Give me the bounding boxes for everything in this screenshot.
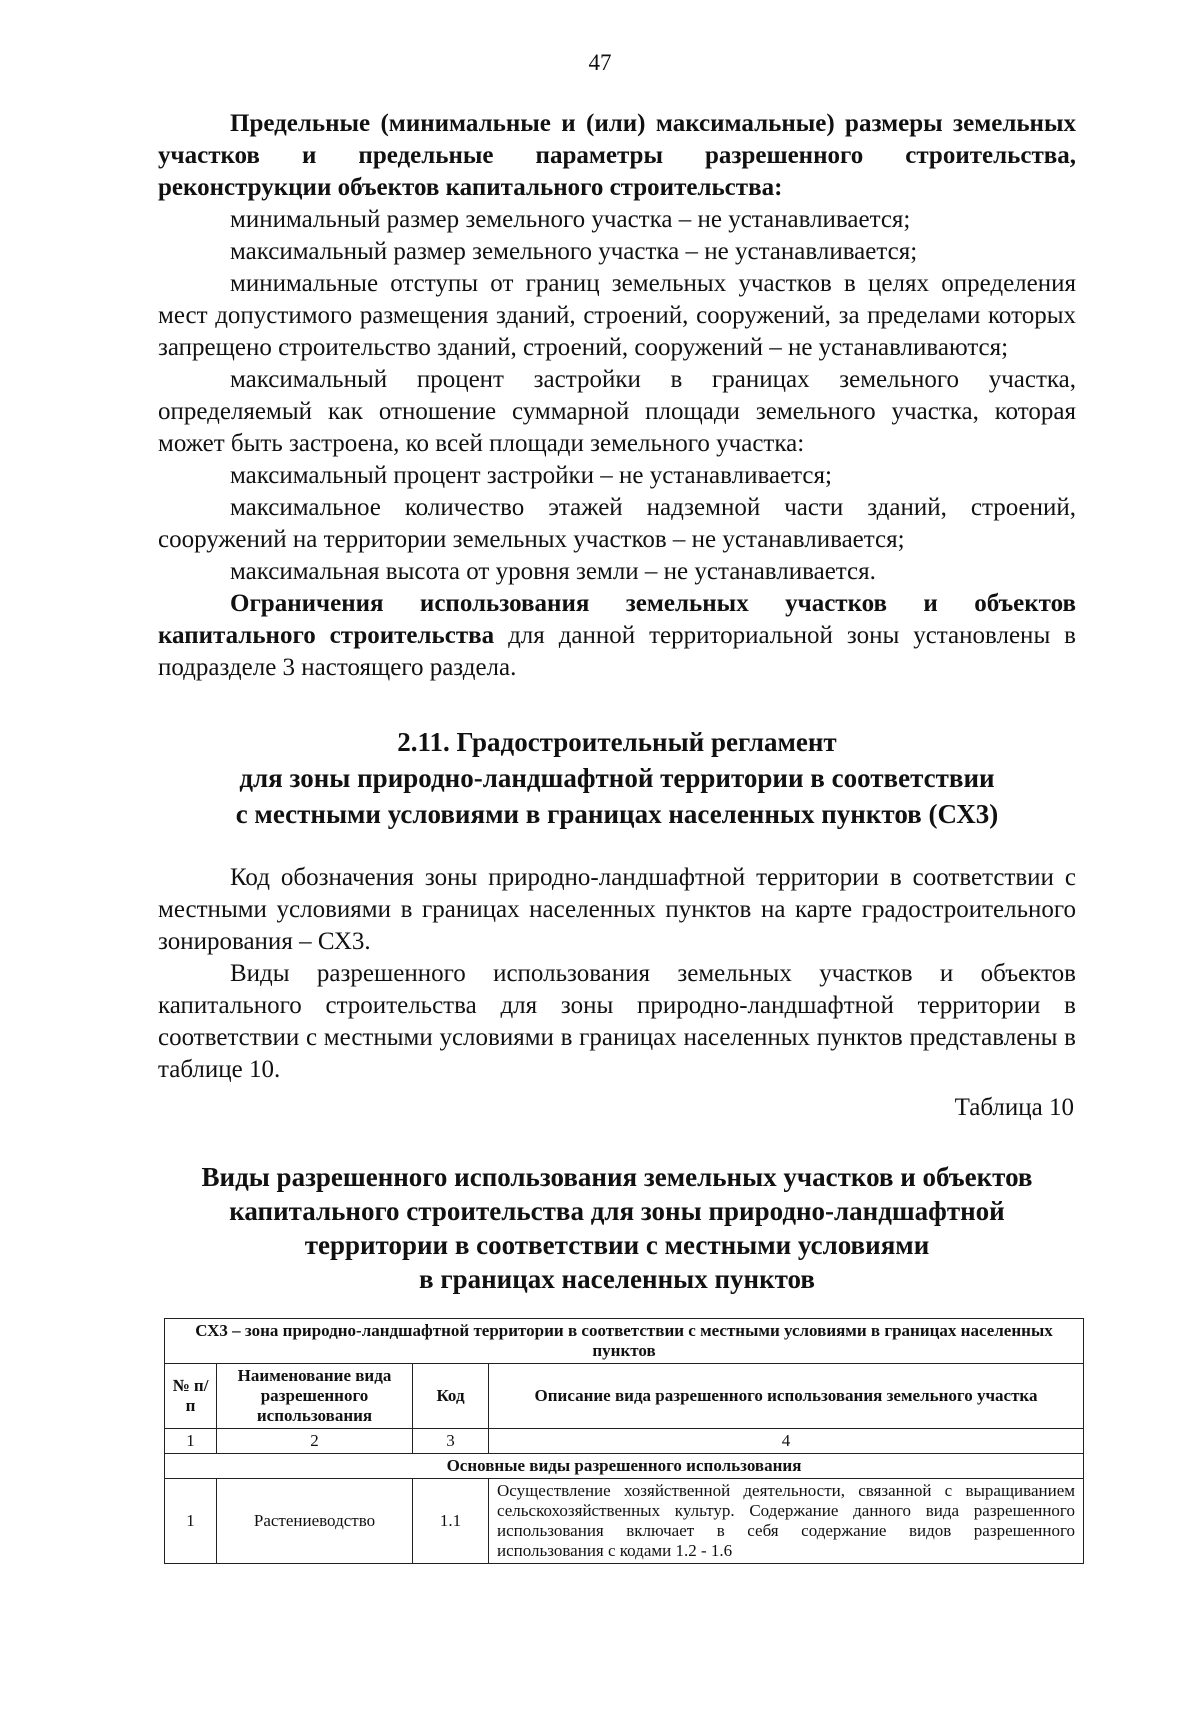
table-title-line: в границах населенных пунктов	[419, 1264, 815, 1294]
document-body	[158, 108, 1076, 1296]
column-number-cell: 2	[217, 1429, 413, 1454]
table-row	[165, 1479, 1084, 1564]
limits-item: максимальный размер земельного участка – не устанавливается;	[230, 238, 918, 265]
header-cell-num: № п/п	[165, 1364, 217, 1429]
permitted-uses-paragraph: Виды разрешенного использования земельных участков и объектов капитального строительства для зоны природно-ландшафтной территории в соответствии с местными условиями в границах населенных пунктов представлены в таблице 10.	[158, 960, 1076, 1083]
limits-item: максимальный процент застройки в границах земельного участка, определяемый как отношение суммарной площади земельного участка, которая может быть застроена, ко всей площади земельного участка:	[158, 366, 1076, 457]
limits-item: максимальный процент застройки – не устанавливается;	[230, 462, 832, 489]
table-title	[158, 1160, 1076, 1296]
column-number-cell: 4	[489, 1429, 1084, 1454]
zone-header-cell: СХ3 – зона природно-ландшафтной территории в соответствии с местными условиями в границах населенных пунктов	[165, 1319, 1084, 1364]
zone-code-paragraph: Код обозначения зоны природно-ландшафтной территории в соответствии с местными условиями в границах населенных пунктов на карте градостроительного зонирования – СХ3.	[158, 864, 1076, 955]
column-number-cell: 1	[165, 1429, 217, 1454]
section-title	[158, 724, 1076, 832]
limits-item: максимальная высота от уровня земли – не устанавливается.	[230, 558, 876, 585]
section-title-line: для зоны природно-ландшафтной территории в соответствии	[239, 763, 995, 793]
table-group-row	[165, 1454, 1084, 1479]
table-zone-header-row	[165, 1319, 1084, 1364]
table-header-row	[165, 1364, 1084, 1429]
restrictions-text: для данной территориальной зоны установлены в подразделе 3 настоящего раздела.	[158, 622, 1076, 681]
row-name-cell: Растениеводство	[217, 1479, 413, 1564]
row-num-cell: 1	[165, 1479, 217, 1564]
limits-item: минимальный размер земельного участка – не устанавливается;	[230, 206, 911, 233]
table-title-line: капитального строительства для зоны природно-ландшафтной	[229, 1196, 1005, 1226]
table-caption: Таблица 10	[954, 1094, 1074, 1121]
limits-heading: Предельные (минимальные и (или) максимальные) размеры земельных участков и предельные параметры разрешенного строительства, реконструкции объектов капитального строительства:	[158, 110, 1076, 201]
table-column-number-row	[165, 1429, 1084, 1454]
header-cell-description: Описание вида разрешенного использования земельного участка	[489, 1364, 1084, 1429]
header-cell-name: Наименование вида разрешенного использования	[217, 1364, 413, 1429]
restrictions-paragraph	[158, 588, 1076, 684]
limits-item: минимальные отступы от границ земельных участков в целях определения мест допустимого размещения зданий, строений, сооружений, за пределами которых запрещено строительство зданий, строений, сооружений – не устанавливаются;	[158, 270, 1076, 361]
table-title-line: Виды разрешенного использования земельных участков и объектов	[201, 1162, 1033, 1192]
group-header-cell: Основные виды разрешенного использования	[165, 1454, 1084, 1479]
permitted-uses-table	[164, 1318, 1084, 1564]
row-code-cell: 1.1	[413, 1479, 489, 1564]
table-title-line: территории в соответствии с местными условиями	[304, 1230, 930, 1260]
page-number: 47	[588, 50, 612, 75]
limits-item: максимальное количество этажей надземной части зданий, строений, сооружений на территории земельных участков – не устанавливается;	[158, 494, 1076, 553]
section-title-line: 2.11. Градостроительный регламент	[397, 727, 837, 757]
section-title-line: с местными условиями в границах населенных пунктов (СХ3)	[235, 799, 999, 829]
column-number-cell: 3	[413, 1429, 489, 1454]
restrictions-bold-text: Ограничения использования земельных участков и объектов капитального строительства	[158, 590, 1076, 649]
header-cell-code: Код	[413, 1364, 489, 1429]
row-description-cell: Осуществление хозяйственной деятельности, связанной с выращиванием сельскохозяйственных культур. Содержание данного вида разрешенного использования включает в себя содержание видов разрешенного использования с кодами 1.2 - 1.6	[489, 1479, 1084, 1564]
